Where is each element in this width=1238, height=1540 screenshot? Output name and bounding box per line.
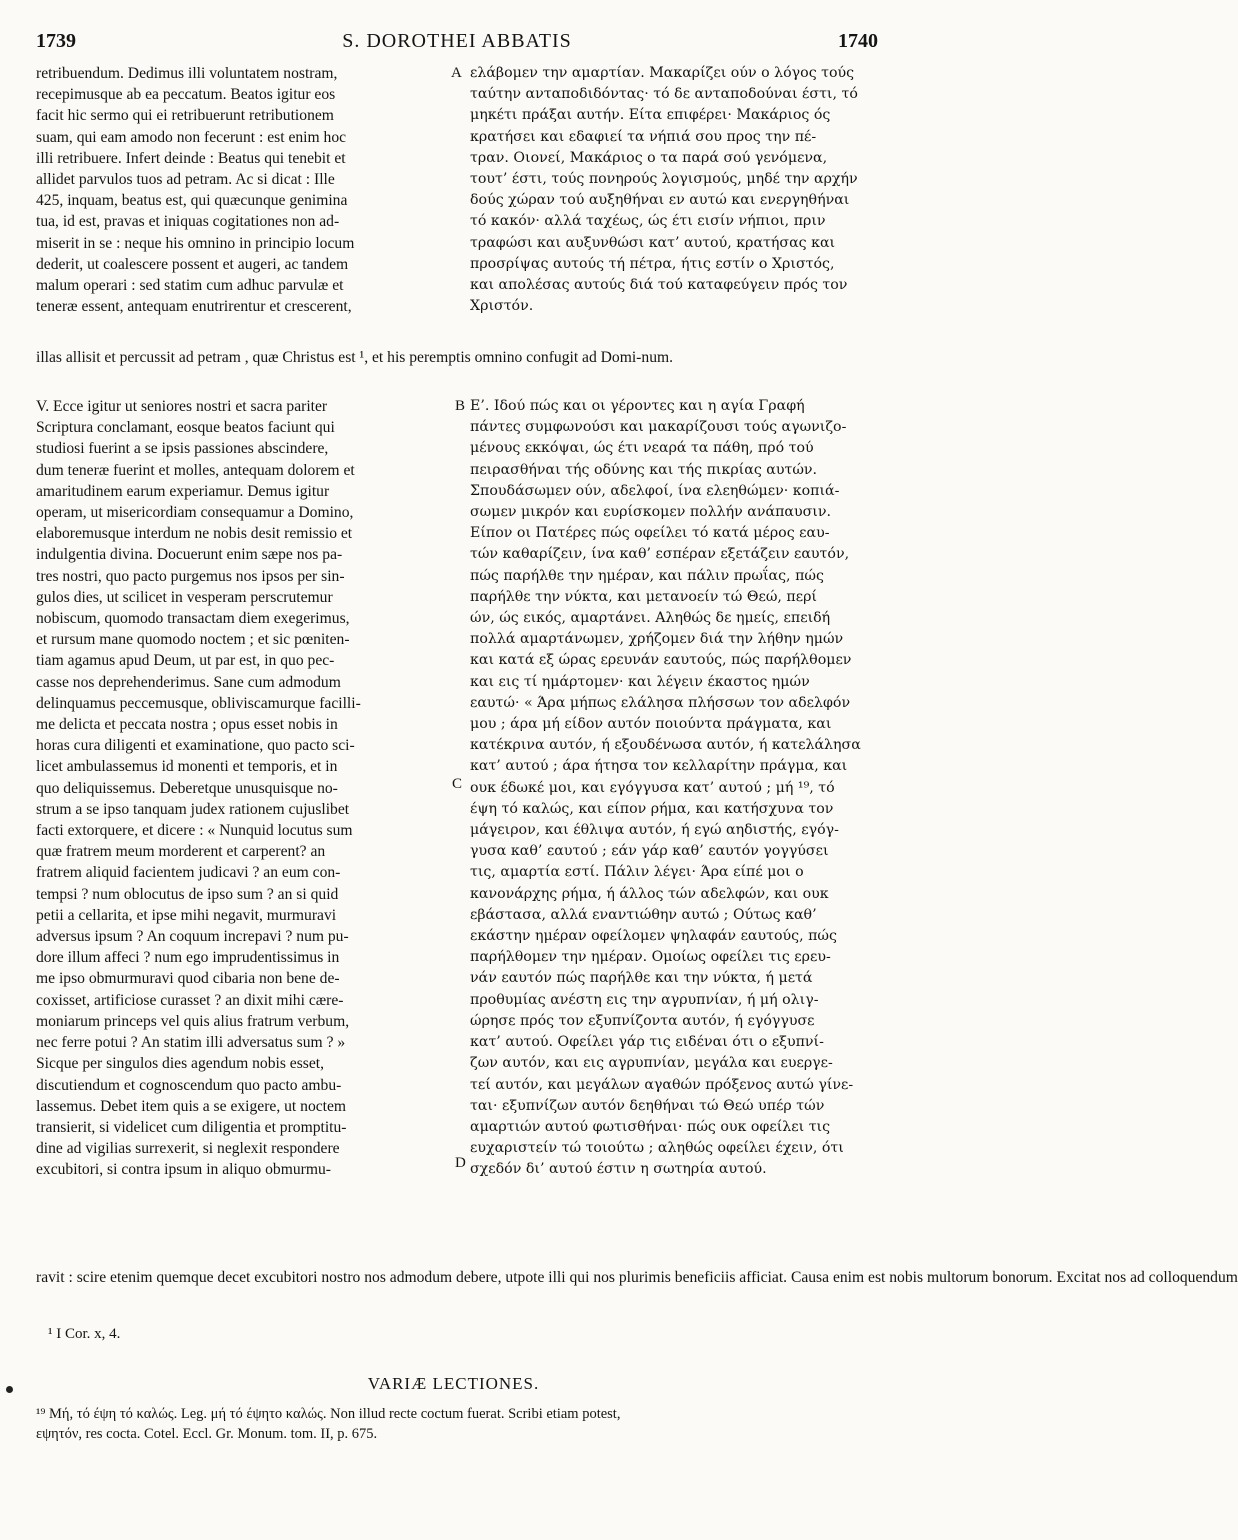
latin-line: amaritudinem earum experiamur. Demus igitur (36, 482, 330, 500)
greek-line: ται· εξυπνίζων αυτόν δεηθήναι τώ Θεώ υπέρ τών (470, 1097, 825, 1114)
greek-line: τών καθαρίζειν, ίνα καθ’ εσπέραν εξετάζειν εαυτόν, (470, 546, 850, 563)
greek-line: Σπουδάσωμεν ούν, αδελφοί, ίνα ελεηθώμεν· κοπιά- (470, 482, 840, 499)
bridge-line: ravit : scire etenim quemque decet excubitori nostro nos admodum debere, utpote illi qui nos plu (36, 1269, 639, 1286)
variae-lectiones-text (36, 1404, 878, 1444)
latin-line: petii a cellarita, et ipse mihi negavit, murmuravi (36, 906, 337, 924)
greek-line: ταύτην ανταποδιδόντας· τό δε ανταποδούναι έστι, τό (470, 86, 858, 103)
latin-column-top (36, 63, 446, 317)
latin-line: facit hic sermo qui ei retribuerunt retributionem (36, 107, 334, 125)
latin-line: quæ fratrem meum morderent et carperent? an (36, 843, 326, 861)
greek-line: κατ’ αυτού. Οφείλει γάρ τις ειδέναι ότι ο εξυπνί- (470, 1034, 824, 1051)
variae-line: ¹⁹ Μή, τό έψη τό καλώς. Leg. μή τό έψητο καλώς. Non illud recte coctum fuerat. Scribi etiam potest, (36, 1406, 621, 1422)
latin-line: dine ad vigilias surrexerit, si neglexit respondere (36, 1140, 340, 1158)
greek-line: τραφώσι και αυξυνθώσι κατ’ αυτού, κρατήσας και (470, 234, 836, 251)
latin-line: horas cura diligenti et examinatione, quo pacto sci- (36, 737, 355, 755)
greek-line: τεί αυτόν, και μεγάλων αγαθών πρόξενος αυτώ γίνε- (470, 1076, 854, 1093)
margin-letter-a: A (451, 65, 462, 81)
latin-line: elaboremusque interdum ne nobis desit remissio et (36, 525, 353, 543)
latin-line: discutiendum et cognoscendum quo pacto ambu- (36, 1076, 342, 1094)
greek-line: και απολέσας αυτούς διά τού καταφεύγειν πρός τον (470, 277, 848, 294)
latin-line: tempsi ? num oblocutus de ipso sum ? an si quid (36, 885, 339, 903)
greek-line: εβάστασα, αλλά εναντιώθην αυτώ ; Ούτως καθ’ (470, 906, 817, 923)
greek-line: πειρασθήναι τής οδύνης και τής πικρίας αυτών. (470, 461, 818, 478)
latin-line: tiam agamus apud Deum, ut par est, in quo pec- (36, 652, 335, 670)
bridge-line: num. (641, 349, 674, 366)
variae-line: εψητόν, res cocta. Cotel. Eccl. Gr. Monum. tom. II, p. 675. (36, 1426, 378, 1442)
greek-line: Είπον οι Πατέρες πώς οφείλει τό κατά μέρος εαυ- (470, 525, 830, 542)
bridge-text-bottom (36, 1267, 1238, 1288)
greek-line: ώρησε πρός τον εξυπνίζοντα αυτόν, ή εγόγγυσε (470, 1012, 815, 1029)
latin-line: dederit, ut coalescere possent et augeri, ac tandem (36, 255, 349, 273)
running-title: S. DOROTHEI ABBATIS (342, 30, 572, 52)
latin-line: licet ambulassemus id monenti et temporis, et in (36, 758, 338, 776)
greek-line: τις, αμαρτία εστί. Πάλιν λέγει· Άρα είπέ μοι ο (470, 864, 804, 881)
latin-line: tres nostri, quo pacto purgemus nos ipsos per sin- (36, 567, 345, 585)
latin-line: moniarum princeps vel quis alius fratrum verbum, (36, 1012, 350, 1030)
greek-line: δούς χώραν τού αυξηθήναι εν αυτώ και ενεργηθήναι (470, 192, 850, 209)
greek-line: πολλά αμαρτάνωμεν, χρήζομεν διά την λήθην ημών (470, 631, 844, 648)
variae-lectiones-heading: VARIÆ LECTIONES. (367, 1374, 540, 1393)
latin-column-main (36, 396, 446, 1181)
latin-line: miserit in se : neque his omnino in principio locum (36, 234, 355, 252)
greek-line: κατ’ αυτού ; άρα ήτησα τον κελλαρίτην πράγμα, και (470, 758, 848, 775)
latin-line: quo deliquissemus. Deberetque unusquisque no- (36, 779, 338, 797)
latin-line: tua, id est, pravas et iniquas cogitationes non ad- (36, 213, 340, 231)
latin-line: operam, ut misericordiam consequamur a Domino, (36, 504, 354, 522)
latin-line: studiosi fuerint a se ipsis passiones abscindere, (36, 440, 329, 458)
bridge-line: illas allisit et percussit ad petram , quæ Christus est ¹, et his peremptis omnino confugit ad Domi- (36, 349, 642, 366)
latin-line: 425, inquam, beatus est, qui quæcunque genimina (36, 192, 348, 210)
greek-line: μένους εκκόψαι, ώς έτι νεαρά τα πάθη, πρό τού (470, 440, 814, 457)
latin-line: fratrem aliquid facientem judicavi ? an eum con- (36, 864, 341, 882)
latin-line: allidet parvulos tuos ad petram. Ac si dicat : Ille (36, 171, 335, 189)
latin-line: strum a se ipso tanquam judex rationem cujuslibet (36, 800, 350, 818)
latin-line: facti extorquere, et dicere : « Nunquid locutus sum (36, 822, 353, 840)
bridge-text-top (36, 347, 878, 368)
page-number-left: 1739 (36, 30, 76, 52)
greek-line: εαυτώ· « Άρα μήπως ελάλησα πλήσσων τον αδελφόν (470, 694, 851, 711)
latin-line: Scriptura conclamant, eosque beatos faciunt qui (36, 419, 335, 437)
latin-line: dum teneræ fuerint et molles, antequam dolorem et (36, 461, 355, 479)
margin-letter-b: B (455, 398, 466, 414)
greek-line: σχεδόν δι’ αυτού έστιν η σωτηρία αυτού. (470, 1161, 767, 1178)
latin-line: lassemus. Debet item quis a se exigere, ut noctem (36, 1097, 347, 1115)
greek-line: κρατήσει και εδαφιεί τα νήπιά σου προς την πέ- (470, 128, 817, 145)
latin-line: teneræ essent, antequam enutrirentur et crescerent, (36, 298, 352, 316)
latin-line: gulos dies, ut scilicet in vesperam perscrutemur (36, 588, 333, 606)
greek-line: έψη τό καλώς, και είπον ρήμα, και κατήσχυνα τον (470, 800, 834, 817)
latin-line: delinquamus peccemusque, obliviscamurque facilli- (36, 694, 361, 712)
greek-line: προθυμίας ανέστη εις την αγρυπνίαν, ή μή ολιγ- (470, 991, 819, 1008)
latin-line: retribuendum. Dedimus illi voluntatem nostram, (36, 65, 338, 82)
greek-line: Ε’. Ιδού πώς και οι γέροντες και η αγία Γραφή (470, 398, 805, 414)
latin-line: me delicta et peccata nostra ; opus esset nobis in (36, 716, 338, 734)
greek-line: μηκέτι πράξαι αυτήν. Είτα επιφέρει· Μακάριος ός (470, 107, 831, 124)
greek-line: νάν εαυτόν πώς παρήλθε και την νύκτα, ή μετά (470, 970, 813, 987)
greek-line: τό κακόν· αλλά ταχέως, ώς έτι εισίν νήπιοι, πριν (470, 213, 826, 230)
latin-line: malum operari : sed statim cum adhuc parvulæ et (36, 277, 344, 295)
greek-line: ζων αυτόν, και εις αγρυπνίαν, μεγάλα και ευεργε- (470, 1055, 833, 1072)
greek-line: πάντες συμφωνούσι και μακαρίζουσι τούς αγωνιζο- (470, 419, 847, 436)
greek-line: αμαρτιών αυτού φωτισθήναι· πώς ουκ οφείλει τις (470, 1118, 831, 1135)
greek-line: παρήλθομεν την ημέραν. Ομοίως οφείλει τις ερευ- (470, 949, 831, 966)
latin-line: Sicque per singulos dies agendum nobis esset, (36, 1055, 325, 1073)
greek-column-main (470, 396, 880, 1181)
greek-line: παρήλθε την νύκτα, και μετανοείν τώ Θεώ, περί (470, 588, 817, 605)
latin-line: nobiscum, quomodo transactam diem exegerimus, (36, 610, 350, 628)
latin-line: et rursum mane quomodo noctem ; et sic pœniten- (36, 631, 350, 649)
greek-column-top (470, 63, 880, 317)
greek-line: τραν. Οιονεί, Μακάριος ο τα παρά σού γενόμενα, (470, 149, 828, 166)
latin-line: recepimusque ab ea peccatum. Beatos igitur eos (36, 86, 336, 104)
greek-line: τουτ’ έστι, τούς πονηρούς λογισμούς, μηδέ την αρχήν (470, 171, 858, 188)
greek-line: εκάστην ημέραν οφείλομεν ψηλαφάν εαυτούς, πώς (470, 928, 837, 945)
greek-line: κανονάρχης ρήμα, ή άλλος τών αδελφών, και ουκ (470, 885, 829, 902)
latin-line: nec ferre potui ? An statim illi adversatus sum ? » (36, 1034, 346, 1052)
greek-line: γυσα καθ’ εαυτού ; εάν γάρ καθ’ εαυτόν γογγύσει (470, 843, 829, 860)
latin-line: coxisset, artificiose curasset ? an dixit mihi cære- (36, 991, 344, 1009)
greek-line: ουκ έδωκέ μοι, και εγόγγυσα κατ’ αυτού ; μή ¹⁹, τό (470, 779, 835, 796)
latin-line: transierit, si videlicet cum diligentia et promptitu- (36, 1118, 347, 1136)
page-number-right: 1740 (838, 30, 878, 52)
latin-line: indulgentia divina. Docuerunt enim sæpe nos pa- (36, 546, 343, 564)
greek-line: ελάβομεν την αμαρτίαν. Μακαρίζει ούν ο λόγος τούς (470, 65, 855, 81)
margin-letter-d: D (455, 1155, 466, 1171)
greek-line: Χριστόν. (470, 298, 534, 315)
latin-line: casse nos deprehenderimus. Sane cum admodum (36, 673, 341, 691)
margin-letter-c: C (452, 776, 463, 792)
greek-line: πώς παρήλθε την ημέραν, και πάλιν πρωΐας, πώς (470, 567, 824, 584)
greek-line: ών, ώς εικός, αμαρτάνει. Αληθώς δε ημείς, επειδή (470, 610, 831, 627)
latin-line: me ipso obmurmuravi quod cibaria non bene de- (36, 970, 340, 988)
footnote: ¹ I Cor. x, 4. (48, 1326, 121, 1342)
page-header (36, 30, 878, 60)
greek-line: και εις τί ημάρτομεν· και λέγειν έκαστος ημών (470, 673, 810, 690)
greek-line: και κατά εξ ώρας ερευνάν εαυτούς, πώς παρήλθομεν (470, 652, 852, 669)
greek-line: μάγειρον, και έθλιψα αυτόν, ή εγώ αηδιστής, εγόγ- (470, 822, 839, 839)
greek-line: ευχαριστείν τώ τοιούτω ; αληθώς οφείλει έχειν, ότι (470, 1140, 844, 1157)
greek-line: σωμεν μικρόν και ευρίσκομεν πολλήν ανάπαυσιν. (470, 504, 832, 521)
latin-line: V. Ecce igitur ut seniores nostri et sacra pariter (36, 398, 328, 415)
latin-line: illi retribuere. Infert deinde : Beatus qui tenebit et (36, 149, 346, 167)
latin-line: excubitori, si contra ipsum in aliquo obmurmu- (36, 1161, 331, 1179)
greek-line: κατέκρινα αυτόν, ή εξουδένωσα αυτόν, ή κατελάλησα (470, 737, 861, 754)
latin-line: adversus ipsum ? An coquum increpavi ? num pu- (36, 928, 349, 946)
greek-line: μου ; άρα μή είδον αυτόν ποιούντα πράγματα, και (470, 716, 832, 733)
latin-line: suam, qui eam amodo non fecerunt : est enim hoc (36, 128, 347, 146)
bridge-line: rimis beneficiis afficiat. Causa enim est nobis multorum bonorum. Excitat nos ad colloquendum (638, 1269, 1238, 1286)
latin-line: dore illum affeci ? num ego imprudentissimus in (36, 949, 340, 967)
greek-line: προσρίψας αυτούς τή πέτρα, ήτις εστίν ο Χριστός, (470, 255, 835, 272)
